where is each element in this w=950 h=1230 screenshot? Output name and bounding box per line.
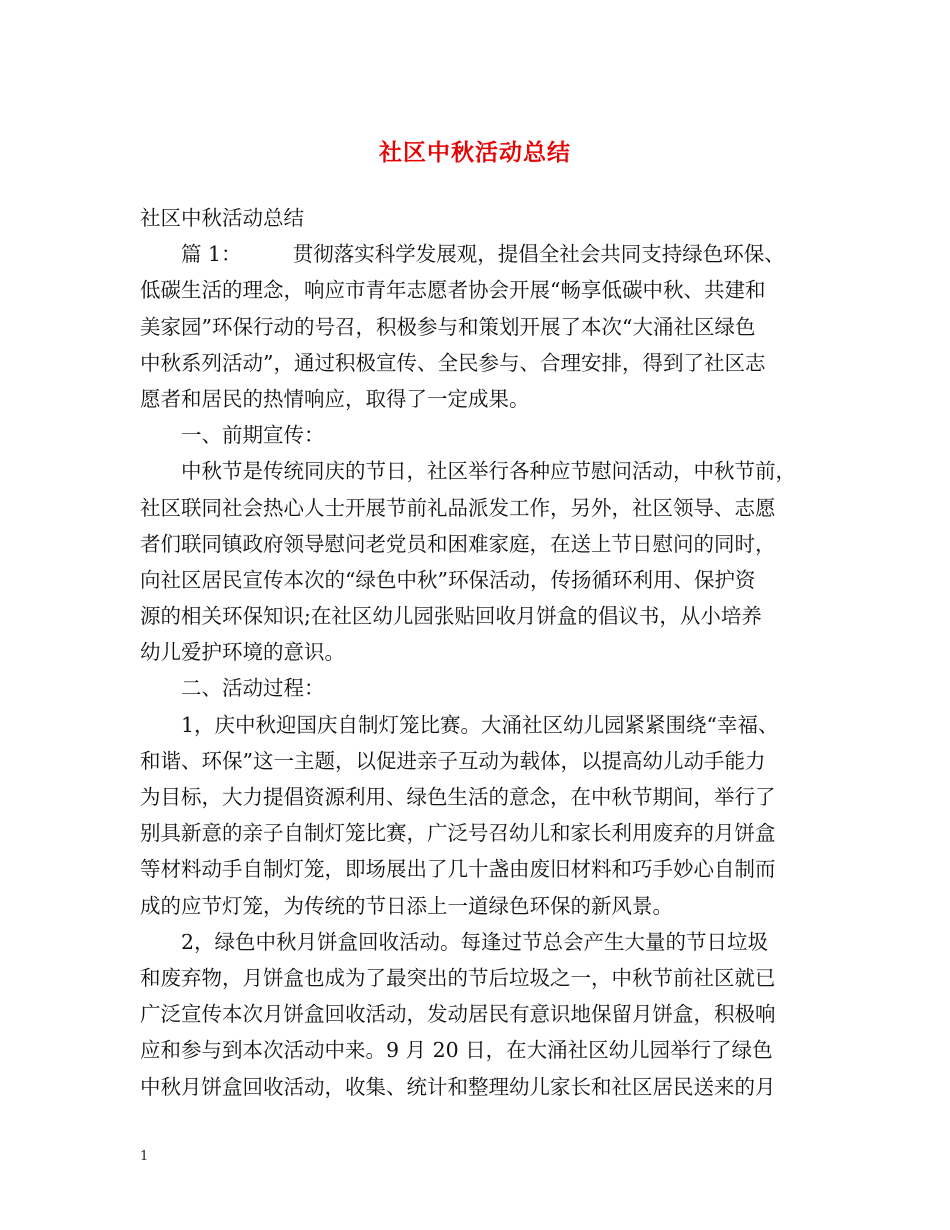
text-line: 等材料动手自制灯笼，即场展出了几十盏由废旧材料和巧手妙心自制而 — [140, 857, 776, 882]
text-line: 别具新意的亲子自制灯笼比赛，广泛号召幼儿和家长利用废弃的月饼盒 — [140, 821, 776, 846]
text-line: 幼儿爱护环境的意识。 — [140, 640, 345, 665]
text-line: 低碳生活的理念，响应市青年志愿者协会开展“畅享低碳中秋、共建和 — [140, 278, 766, 303]
text-line: 社区联同社会热心人士开展节前礼品派发工作，另外，社区领导、志愿 — [140, 495, 776, 520]
text-line: 和废弃物，月饼盒也成为了最突出的节后垃圾之一，中秋节前社区就已 — [140, 965, 776, 990]
text-line: 中秋节是传统同庆的节日，社区举行各种应节慰问活动，中秋节前， — [181, 459, 796, 484]
text-line: 一、前期宣传： — [181, 423, 325, 448]
text-line: 和谐、环保”这一主题，以促进亲子互动为载体，以提高幼儿动手能力 — [140, 748, 766, 773]
text-line: 美家园”环保行动的号召，积极参与和策划开展了本次“大涌社区绿色 — [140, 314, 756, 339]
text-line: 1，庆中秋迎国庆自制灯笼比赛。大涌社区幼儿园紧紧围绕“幸福、 — [181, 712, 779, 737]
text-line: 为目标，大力提倡资源利用、绿色生活的意念，在中秋节期间，举行了 — [140, 785, 776, 809]
text-line: 2，绿色中秋月饼盒回收活动。每逢过节总会产生大量的节日垃圾 — [181, 929, 769, 954]
text-line: 广泛宣传本次月饼盒回收活动，发动居民有意识地保留月饼盒，积极响 — [140, 1002, 776, 1027]
text-line: 社区中秋活动总结 — [140, 206, 304, 230]
text-line: 向社区居民宣传本次的“绿色中秋”环保活动，传扬循环利用、保护资 — [140, 567, 756, 592]
text-line: 愿者和居民的热情响应，取得了一定成果。 — [140, 386, 530, 411]
text-line: 篇 1： 贯彻落实科学发展观，提倡全社会共同支持绿色环保、 — [181, 242, 785, 267]
document-title: 社区中秋活动总结 — [379, 139, 571, 166]
text-line: 成的应节灯笼，为传统的节日添上一道绿色环保的新风景。 — [140, 893, 673, 918]
document-body — [140, 200, 820, 1105]
text-line: 应和参与到本次活动中来。9 月 20 日，在大涌社区幼儿园举行了绿色 — [140, 1038, 773, 1063]
text-line: 中秋系列活动”，通过积极宣传、全民参与、合理安排，得到了社区志 — [140, 350, 766, 375]
text-line: 二、活动过程： — [181, 676, 325, 701]
text-line: 中秋月饼盒回收活动，收集、统计和整理幼儿家长和社区居民送来的月 — [140, 1074, 776, 1099]
text-line: 源的相关环保知识;在社区幼儿园张贴回收月饼盒的倡议书，从小培养 — [140, 604, 762, 629]
text-line: 者们联同镇政府领导慰问老党员和困难家庭，在送上节日慰问的同时， — [140, 531, 776, 556]
page-number: 1 — [140, 1149, 149, 1164]
